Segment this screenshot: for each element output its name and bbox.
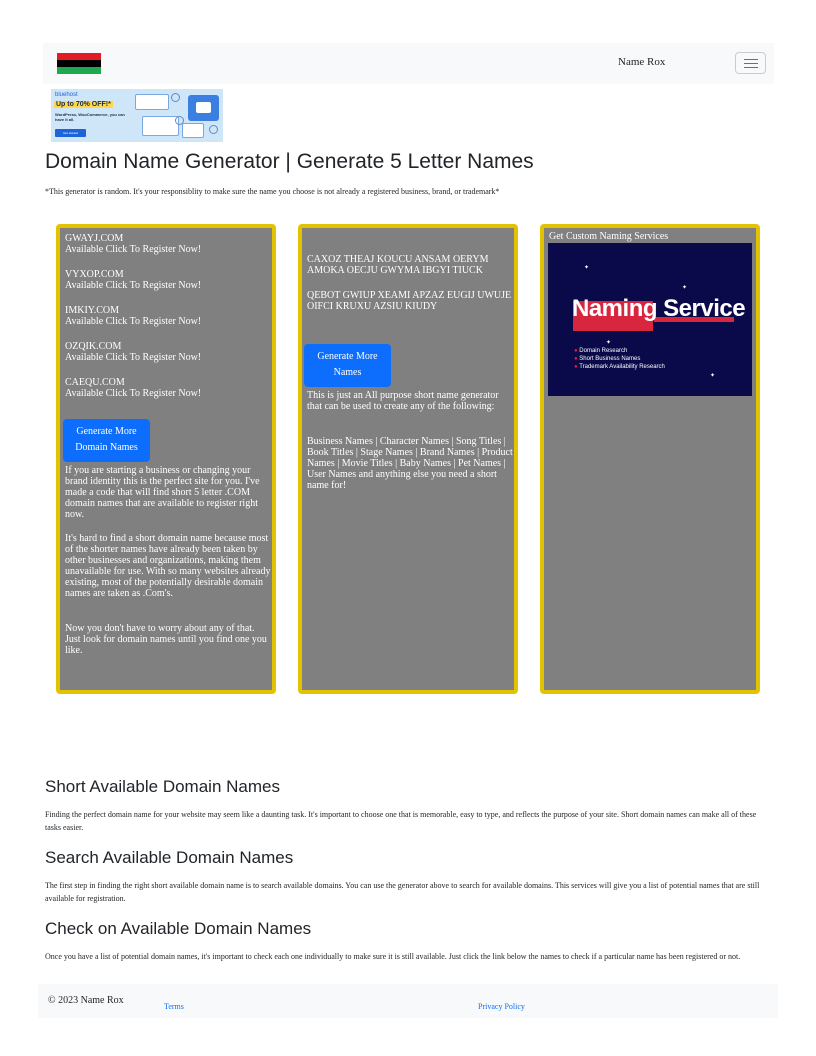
domain-result[interactable] — [65, 305, 201, 327]
short-names-panel — [298, 224, 518, 694]
sparkle-icon: ✦ — [710, 373, 716, 379]
wordpress-icon — [175, 116, 184, 125]
menu-toggle-button[interactable] — [735, 52, 766, 74]
section-text: Finding the perfect domain name for your website may seem like a daunting task. It's important to choose one that is memorable, easy to type, and reflects the purpose of your site. Short domain names can make all of these tasks easier. — [45, 810, 757, 832]
section-text: The first step in finding the right short available domain name is to search available domains. You can use the generator above to search for available domains. This services will give you a list of potential names that are still available for registration. — [45, 881, 760, 903]
naming-service-headline: Naming Service — [572, 295, 746, 322]
custom-services-link[interactable]: Get Custom Naming Services — [549, 231, 669, 242]
wordpress-icon — [171, 93, 180, 102]
domain-result[interactable] — [65, 269, 201, 291]
navbar — [43, 43, 774, 84]
flag-logo[interactable] — [57, 53, 101, 74]
info-paragraph: This is just an All purpose short name generator that can be used to create any of the following: — [307, 390, 499, 412]
privacy-policy-link[interactable]: Privacy Policy — [478, 1002, 525, 1011]
terms-link[interactable]: Terms — [164, 1002, 184, 1011]
domain-name[interactable]: GWAYJ.COM — [65, 233, 124, 244]
info-paragraph: Now you don't have to worry about any of that. Just look for domain names until you find one you like. — [65, 623, 267, 656]
browser-window-illustration — [142, 116, 179, 136]
domain-name[interactable]: CAEQU.COM — [65, 377, 125, 388]
wordpress-icon — [209, 125, 218, 134]
page-title: Domain Name Generator | Generate 5 Letter Names — [45, 150, 534, 173]
domain-result[interactable] — [65, 341, 201, 363]
domain-name[interactable]: IMKIY.COM — [65, 305, 119, 316]
sparkle-icon: ✦ — [584, 265, 590, 271]
register-link[interactable]: Available Click To Register Now! — [65, 316, 202, 327]
naming-service-bullets: ● Domain Research ● Short Business Names ● Trademark Availability Research — [574, 348, 665, 370]
domain-name[interactable]: VYXOP.COM — [65, 269, 124, 280]
generated-names: QEBOT GWIUP XEAMI APZAZ EUGIJ UWUJE OIFCI KRUXU AZSIU KIUDY — [307, 290, 512, 312]
section-heading: Short Available Domain Names — [45, 777, 280, 796]
naming-service-image[interactable] — [548, 243, 752, 396]
info-paragraph: It's hard to find a short domain name because most of the shorter names have already been taken by other businesses and organizations, making them unavailable for use. With so many websites already existing, most of the potentially desirable domain names are taken as .Com's. — [65, 533, 271, 599]
register-link[interactable]: Available Click To Register Now! — [65, 244, 202, 255]
footer — [38, 984, 778, 1018]
generated-names: CAXOZ THEAJ KOUCU ANSAM OERYM AMOKA OECJU GWYMA IBGYI TIUCK — [307, 254, 489, 276]
ad-cta-button[interactable]: Get started — [55, 129, 86, 137]
ad-logo: bluehost — [55, 92, 78, 98]
generate-domains-button[interactable]: Generate More Domain Names — [63, 419, 150, 462]
generate-names-button[interactable]: Generate More Names — [304, 344, 391, 387]
register-link[interactable]: Available Click To Register Now! — [65, 280, 202, 291]
brand-link[interactable]: Name Rox — [618, 56, 666, 68]
ad-banner[interactable] — [51, 89, 223, 142]
custom-services-panel — [540, 224, 760, 694]
domain-name[interactable]: OZQIK.COM — [65, 341, 122, 352]
domain-results-panel — [56, 224, 276, 694]
sparkle-icon: ✦ — [682, 285, 688, 291]
sparkle-icon: ✦ — [606, 340, 612, 346]
copyright: © 2023 Name Rox — [48, 995, 124, 1006]
browser-window-illustration — [188, 95, 219, 121]
browser-window-illustration — [182, 123, 204, 138]
name-types-paragraph: Business Names | Character Names | Song Titles | Book Titles | Stage Names | Brand Names | Product Names | Movie Titles | Baby Names | Pet Names | User Names and anything else you need a short name for! — [307, 436, 513, 491]
section-heading: Search Available Domain Names — [45, 848, 294, 867]
register-link[interactable]: Available Click To Register Now! — [65, 352, 202, 363]
section-text: Once you have a list of potential domain names, it's important to check each one individually to make sure it is still available. Just click the link below the names to check if a particular name has been registered or not. — [45, 952, 741, 961]
section-heading: Check on Available Domain Names — [45, 919, 312, 938]
domain-result[interactable] — [65, 233, 201, 255]
hamburger-icon — [744, 59, 758, 60]
domain-result[interactable] — [65, 377, 201, 399]
intro-paragraph: If you are starting a business or changing your brand identity this is the perfect site for you. I've made a code that will find short 5 letter .COM domain names that are available to register right now. — [65, 465, 260, 520]
register-link[interactable]: Available Click To Register Now! — [65, 388, 202, 399]
ad-subtext: WordPress, WooCommerce, you can have it all. — [55, 112, 125, 122]
disclaimer: *This generator is random. It's your responsiblity to make sure the name you choose is not already a registered business, brand, or trademark* — [45, 187, 500, 196]
ad-deal: Up to 70% OFF!* — [56, 101, 111, 108]
browser-window-illustration — [135, 94, 169, 110]
